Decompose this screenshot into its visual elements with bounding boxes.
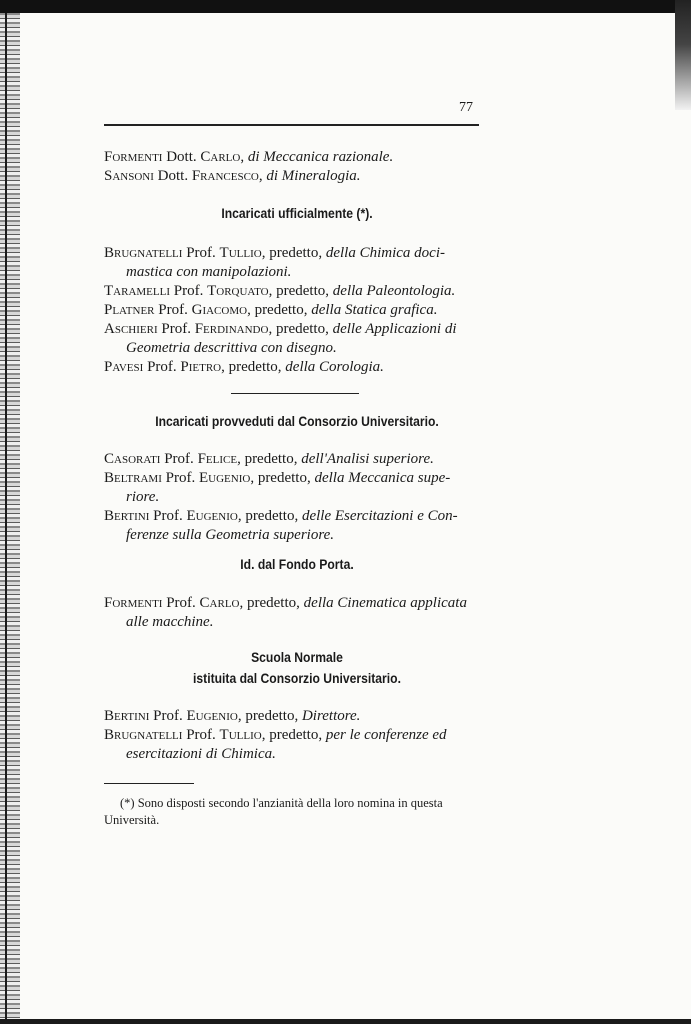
entry-subject-continuation: ferenze sulla Geometria superiore.: [126, 527, 335, 543]
footnote-line: Università.: [104, 813, 160, 827]
entry-aschieri: [104, 320, 494, 358]
entry-subject: della Paleontologia.: [332, 283, 456, 299]
entry-title: Prof.: [173, 283, 204, 299]
entry-subject: Direttore.: [301, 708, 361, 724]
entry-subject-continuation: riore.: [126, 489, 160, 505]
entry-sansoni-dott: [104, 167, 494, 186]
entry-title: Dott.: [166, 149, 197, 165]
entry-given-name: Eugenio: [186, 708, 238, 724]
entry-casorati: [104, 450, 494, 469]
entry-title: Prof.: [158, 302, 188, 318]
entry-surname: Bertini: [104, 708, 150, 724]
entry-title: Prof.: [164, 451, 194, 467]
entry-subject: della Meccanica supe-: [314, 470, 451, 486]
entry-connector: , predetto,: [268, 321, 329, 337]
entry-subject: della Statica grafica.: [311, 302, 438, 318]
entry-taramelli: [104, 282, 494, 301]
entry-given-name: Carlo: [199, 595, 240, 611]
entry-given-name: Giacomo: [191, 302, 248, 318]
entry-surname: Sansoni: [104, 168, 154, 184]
scan-bottom-border: [0, 1019, 691, 1024]
entry-subject: di Mineralogia.: [266, 168, 361, 184]
entry-title: Prof.: [186, 727, 216, 743]
scan-right-edge: [675, 0, 691, 110]
footnote: [104, 795, 490, 829]
section-heading-consorzio: Incaricati provveduti dal Consorzio Universitario.: [155, 414, 439, 429]
entry-title: Prof.: [165, 470, 196, 486]
entry-given-name: Eugenio: [186, 508, 238, 524]
entry-title: Prof.: [166, 595, 196, 611]
entry-title: Prof.: [153, 508, 183, 524]
entry-surname: Brugnatelli: [104, 727, 183, 743]
entry-connector: , predetto,: [261, 245, 323, 261]
entry-platner: [104, 301, 494, 320]
entry-formenti-prof: [104, 594, 494, 632]
entry-formenti-dott: [104, 148, 494, 167]
entry-connector: , predetto,: [268, 283, 330, 299]
entry-given-name: Tullio: [219, 245, 262, 261]
entry-title: Prof.: [147, 359, 177, 375]
entry-subject: della Chimica doci-: [325, 245, 446, 261]
entry-bertini: [104, 507, 494, 545]
entry-connector: , predetto,: [221, 359, 282, 375]
section-divider: [231, 393, 359, 394]
entry-subject: delle Applicazioni di: [332, 321, 457, 337]
entry-connector: , predetto,: [237, 451, 298, 467]
footnote-line: (*) Sono disposti secondo l'anzianità della loro nomina in questa: [120, 796, 443, 810]
entry-connector: ,: [240, 149, 245, 165]
scan-top-border: [0, 0, 691, 13]
section-heading-incaricati-ufficialmente: Incaricati ufficialmente (*).: [221, 206, 373, 221]
entry-surname: Brugnatelli: [104, 245, 183, 261]
entry-connector: , predetto,: [247, 302, 308, 318]
entry-title: Prof.: [161, 321, 191, 337]
entry-subject: di Meccanica razionale.: [247, 149, 394, 165]
section-heading-fondo-porta: Id. dal Fondo Porta.: [240, 557, 354, 572]
entry-subject: dell'Analisi superiore.: [301, 451, 434, 467]
scan-binding-line: [5, 13, 7, 1019]
entry-subject: per le conferenze ed: [325, 727, 447, 743]
section-heading-scuola-normale: Scuola Normale: [251, 650, 343, 665]
entry-title: Prof.: [186, 245, 216, 261]
entry-connector: , predetto,: [237, 708, 299, 724]
entry-brugnatelli: [104, 244, 494, 282]
entry-surname: Aschieri: [104, 321, 158, 337]
entry-subject: delle Esercitazioni e Con-: [301, 508, 458, 524]
entry-surname: Taramelli: [104, 283, 170, 299]
entry-surname: Beltrami: [104, 470, 162, 486]
entry-connector: ,: [258, 168, 263, 184]
entry-subject-continuation: mastica con manipolazioni.: [126, 264, 292, 280]
entry-given-name: Torquato: [207, 283, 269, 299]
entry-connector: , predetto,: [250, 470, 311, 486]
entry-connector: , predetto,: [261, 727, 323, 743]
entry-subject-continuation: Geometria descrittiva con disegno.: [126, 340, 337, 356]
entry-brugnatelli-conferenze: [104, 726, 494, 764]
entry-beltrami: [104, 469, 494, 507]
entry-connector: , predetto,: [237, 508, 299, 524]
entry-given-name: Eugenio: [198, 470, 251, 486]
header-rule: [104, 124, 479, 126]
entry-bertini-direttore: [104, 707, 494, 726]
scan-binding-edge: [0, 13, 20, 1019]
entry-surname: Pavesi: [104, 359, 144, 375]
entry-surname: Platner: [104, 302, 155, 318]
entry-title: Prof.: [153, 708, 183, 724]
entry-title: Dott.: [157, 168, 189, 184]
entry-subject-continuation: esercitazioni di Chimica.: [126, 746, 276, 762]
entry-connector: , predetto,: [239, 595, 300, 611]
entry-surname: Formenti: [104, 595, 163, 611]
entry-surname: Formenti: [104, 149, 163, 165]
entry-given-name: Ferdinando: [194, 321, 269, 337]
entry-subject: della Corologia.: [285, 359, 384, 375]
entry-pavesi: [104, 358, 494, 377]
entry-given-name: Francesco: [191, 168, 259, 184]
entry-surname: Bertini: [104, 508, 150, 524]
footnote-rule: [104, 783, 194, 784]
entry-surname: Casorati: [104, 451, 161, 467]
entry-given-name: Felice: [197, 451, 238, 467]
page-number: 77: [459, 100, 473, 115]
entry-subject: della Cinematica applicata: [303, 595, 467, 611]
entry-given-name: Tullio: [219, 727, 262, 743]
section-heading-istituita: istituita dal Consorzio Universitario.: [193, 671, 401, 686]
entry-subject-continuation: alle macchine.: [126, 614, 214, 630]
entry-given-name: Pietro: [180, 359, 222, 375]
entry-given-name: Carlo: [200, 149, 241, 165]
